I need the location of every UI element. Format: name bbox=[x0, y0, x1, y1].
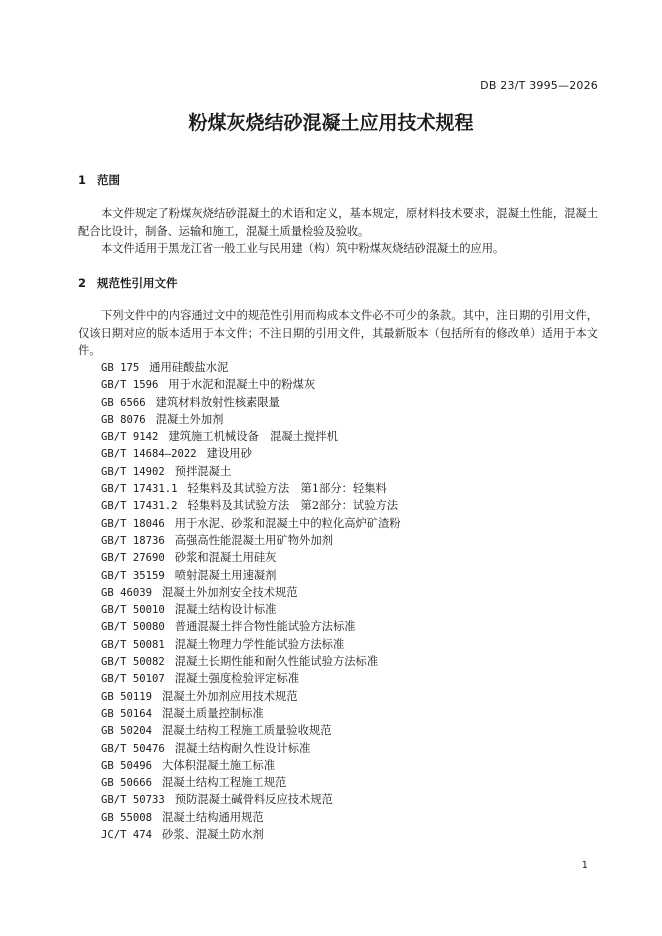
reference-item bbox=[101, 774, 401, 791]
reference-code: GB/T 50733 bbox=[101, 794, 165, 807]
reference-code: GB/T 18736 bbox=[101, 534, 165, 547]
reference-title: 混凝土结构设计标准 bbox=[174, 603, 277, 617]
reference-code: GB 46039 bbox=[101, 586, 153, 599]
reference-code: GB 50119 bbox=[101, 690, 153, 703]
reference-item bbox=[101, 497, 401, 514]
reference-title: 预防混凝土碱骨料反应技术规范 bbox=[174, 793, 333, 807]
document-title: 粉煤灰烧结砂混凝土应用技术规程 bbox=[188, 112, 474, 134]
reference-title: 砂浆和混凝土用硅灰 bbox=[174, 551, 277, 565]
reference-code: GB/T 50082 bbox=[101, 656, 165, 669]
reference-code: GB/T 17431.2 bbox=[101, 500, 178, 513]
reference-title: 混凝土结构工程施工规范 bbox=[162, 776, 287, 790]
reference-title: 混凝土结构耐久性设计标准 bbox=[174, 741, 311, 755]
reference-title: 用于水泥、砂浆和混凝土中的粒化高炉矿渣粉 bbox=[174, 516, 401, 530]
reference-list bbox=[101, 359, 401, 843]
reference-item bbox=[101, 584, 401, 601]
reference-item bbox=[101, 757, 401, 774]
reference-code: GB/T 17431.1 bbox=[101, 483, 178, 496]
reference-code: GB/T 14684—2022 bbox=[101, 448, 197, 461]
reference-code: GB/T 18046 bbox=[101, 517, 165, 530]
reference-item bbox=[101, 480, 401, 497]
reference-code: GB/T 50010 bbox=[101, 604, 165, 617]
reference-code: GB 50204 bbox=[101, 725, 153, 738]
reference-title: 混凝土外加剂安全技术规范 bbox=[162, 585, 298, 599]
reference-title: 高强高性能混凝土用矿物外加剂 bbox=[174, 533, 333, 547]
reference-title: 混凝土结构工程施工质量验收规范 bbox=[162, 724, 332, 738]
reference-title: 轻集料及其试验方法 第2部分：试验方法 bbox=[187, 499, 399, 513]
reference-code: GB/T 35159 bbox=[101, 569, 165, 582]
reference-code: GB 6566 bbox=[101, 396, 146, 409]
reference-item bbox=[101, 428, 401, 445]
reference-code: GB 50666 bbox=[101, 777, 153, 790]
reference-code: GB 55008 bbox=[101, 811, 153, 824]
reference-code: GB 50496 bbox=[101, 759, 153, 772]
reference-item bbox=[101, 705, 401, 722]
reference-code: GB 8076 bbox=[101, 413, 146, 426]
section-1-number: 1 bbox=[78, 173, 87, 187]
section-2-title: 规范性引用文件 bbox=[97, 276, 178, 290]
reference-item bbox=[101, 394, 401, 411]
reference-item bbox=[101, 722, 401, 739]
reference-code: GB 175 bbox=[101, 362, 140, 374]
reference-title: 建筑材料放射性核素限量 bbox=[155, 395, 280, 409]
reference-title: 建筑施工机械设备 混凝土搅拌机 bbox=[168, 430, 338, 444]
page-number: 1 bbox=[581, 860, 588, 871]
reference-item bbox=[101, 791, 401, 808]
reference-item bbox=[101, 359, 401, 376]
section-2-heading bbox=[78, 275, 178, 291]
reference-item bbox=[101, 618, 401, 635]
reference-item bbox=[101, 411, 401, 428]
reference-code: GB/T 50080 bbox=[101, 621, 165, 634]
reference-title: 用于水泥和混凝土中的粉煤灰 bbox=[168, 378, 316, 392]
reference-item bbox=[101, 809, 401, 826]
reference-title: 混凝土外加剂 bbox=[155, 412, 224, 426]
reference-item bbox=[101, 740, 401, 757]
reference-code: GB/T 50107 bbox=[101, 673, 165, 686]
reference-item bbox=[101, 445, 401, 462]
section-1-paragraph-1: 本文件规定了粉煤灰烧结砂混凝土的术语和定义，基本规定，原材料技术要求，混凝土性能，混凝土配合比设计，制备、运输和施工，混凝土质量检验及验收。 bbox=[78, 207, 598, 238]
reference-item bbox=[101, 463, 401, 480]
reference-title: 混凝土外加剂应用技术规范 bbox=[162, 689, 298, 703]
reference-title: 通用硅酸盐水泥 bbox=[149, 361, 229, 374]
reference-item bbox=[101, 376, 401, 393]
reference-title: 普通混凝土拌合物性能试验方法标准 bbox=[174, 620, 356, 634]
reference-title: 砂浆、混凝土防水剂 bbox=[162, 828, 264, 842]
reference-title: 混凝土质量控制标准 bbox=[162, 706, 264, 720]
reference-item bbox=[101, 670, 401, 687]
reference-item bbox=[101, 826, 401, 843]
reference-item bbox=[101, 532, 401, 549]
reference-title: 混凝土物理力学性能试验方法标准 bbox=[174, 637, 345, 651]
reference-item bbox=[101, 688, 401, 705]
reference-item bbox=[101, 601, 401, 618]
reference-title: 混凝土强度检验评定标准 bbox=[174, 672, 300, 686]
reference-code: JC/T 474 bbox=[101, 829, 153, 842]
reference-title: 喷射混凝土用速凝剂 bbox=[174, 568, 277, 582]
reference-title: 预拌混凝土 bbox=[174, 464, 232, 478]
reference-title: 混凝土结构通用规范 bbox=[162, 810, 264, 824]
reference-item bbox=[101, 636, 401, 653]
reference-item bbox=[101, 567, 401, 584]
reference-item bbox=[101, 653, 401, 670]
reference-title: 轻集料及其试验方法 第1部分：轻集料 bbox=[187, 482, 387, 496]
reference-code: GB/T 27690 bbox=[101, 552, 165, 565]
reference-title: 大体积混凝土施工标准 bbox=[162, 758, 276, 772]
reference-item bbox=[101, 515, 401, 532]
reference-title: 混凝土长期性能和耐久性能试验方法标准 bbox=[174, 655, 379, 669]
reference-code: GB/T 14902 bbox=[101, 465, 165, 478]
reference-code: GB/T 50081 bbox=[101, 638, 165, 651]
section-1-heading bbox=[78, 172, 120, 188]
reference-title: 建设用砂 bbox=[206, 447, 252, 461]
reference-code: GB 50164 bbox=[101, 707, 153, 720]
reference-code: GB/T 50476 bbox=[101, 742, 165, 755]
reference-code: GB/T 9142 bbox=[101, 431, 159, 444]
reference-item bbox=[101, 549, 401, 566]
reference-code: GB/T 1596 bbox=[101, 379, 159, 392]
section-1-paragraph-2: 本文件适用于黑龙江省一般工业与民用建（构）筑中粉煤灰烧结砂混凝土的应用。 bbox=[101, 242, 505, 255]
document-code: DB 23/T 3995—2026 bbox=[480, 79, 598, 92]
section-1-title: 范围 bbox=[97, 173, 120, 187]
section-2-intro: 下列文件中的内容通过文中的规范性引用而构成本文件必不可少的条款。其中，注日期的引用文件，仅该日期对应的版本适用于本文件；不注日期的引用文件，其最新版本（包括所有的修改单）适用于本文件。 bbox=[78, 309, 598, 358]
section-2-number: 2 bbox=[78, 276, 87, 290]
